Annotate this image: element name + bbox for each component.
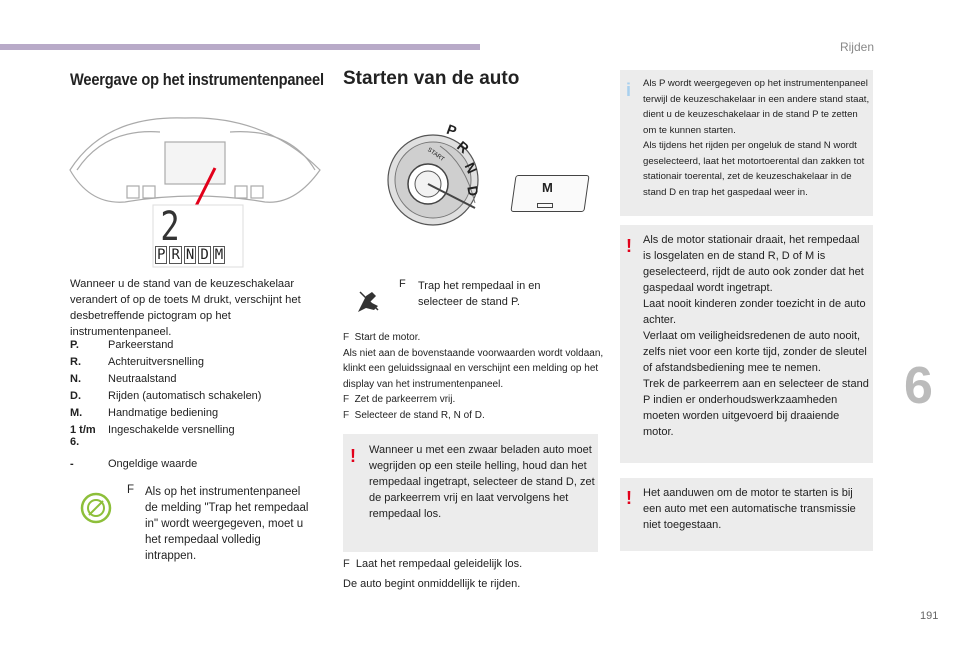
- legend-key: N.: [70, 373, 81, 385]
- legend-value: Ongeldige waarde: [108, 458, 198, 470]
- selector-letter-d: D: [464, 184, 482, 198]
- step-select-gear: F Selecteer de stand R, N of D.: [343, 409, 485, 421]
- legend-row: [70, 339, 300, 356]
- info-n-selected: Als tijdens het rijden per ongeluk de stand N wordt geselecteerd, laat het motortoerental dan zakken tot stationair toerental, zet de keuzeschakelaar in de stand D en trap het gaspedaal weer in.: [643, 140, 865, 198]
- section-title: Rijden: [839, 40, 874, 54]
- legend-value: Achteruitversnelling: [108, 356, 204, 368]
- legend-value: Handmatige bediening: [108, 407, 219, 419]
- warn-children: Laat nooit kinderen zonder toezicht in de auto achter.: [643, 298, 866, 326]
- step-start-engine: F Start de motor.: [343, 332, 421, 343]
- legend-row: [70, 390, 300, 407]
- brake-pedal-icon: [80, 492, 112, 524]
- warning-icon: !: [350, 446, 356, 466]
- legend-key: 1 t/m 6.: [70, 424, 96, 448]
- legend-key: P.: [70, 339, 79, 351]
- chapter-number: 6: [904, 357, 933, 415]
- warn-maintenance: Trek de parkeerrem aan en selecteer de stand P indien er onderhoudswerkzaamheden moeten worden uitgevoerd bij draaiende motor.: [643, 378, 869, 438]
- bullet-marker: F: [399, 278, 406, 290]
- start-label: START: [426, 147, 446, 163]
- info-icon: i: [626, 80, 632, 100]
- intro-text: Wanneer u de stand van de keuzeschakelaar verandert of op de toets M drukt, verschijnt het desbetreffende pictogram op het instrumentenpaneel.: [70, 278, 301, 338]
- m-button-indicator: [537, 203, 553, 208]
- gear-letter: N: [185, 247, 195, 263]
- slope-warning-text: Wanneer u met een zwaar beladen auto moet wegrijden op een steile helling, houd dan het rempedaal ingetrapt, selecteer de stand D, zet de parkeerrem vrij en laat vervolgens het rempedaal los.: [369, 444, 595, 520]
- legend-key: -: [70, 458, 74, 470]
- gear-letter: D: [200, 247, 209, 263]
- safety-warning-text: [643, 232, 869, 440]
- warn-idle-creep: Als de motor stationair draait, het rempedaal is losgelaten en de stand R, D of M is geselecteerd, rijdt de auto ook zonder dat het gaspedaal wordt ingetrapt.: [643, 234, 864, 294]
- brake-select-p-text: Trap het rempedaal in en selecteer de stand P.: [418, 280, 541, 308]
- legend-row: [70, 458, 300, 475]
- brake-message-text: Als op het instrumentenpaneel de melding "Trap het rempedaal in" wordt weergegeven, moet u het rempedaal volledig intrappen.: [145, 486, 309, 562]
- start-steps: [343, 330, 605, 423]
- legend-row: [70, 407, 300, 424]
- legend-value: Neutraalstand: [108, 373, 177, 385]
- gear-digit: 2: [160, 204, 180, 250]
- foot-on-pedal-icon: [352, 286, 384, 318]
- gear-letter: R: [171, 247, 180, 263]
- info-text: [643, 76, 871, 200]
- warn-key: Verlaat om veiligheidsredenen de auto nooit, zelfs niet voor een korte tijd, zonder de sleutel of afstandsbediening mee te nemen.: [643, 330, 867, 374]
- legend-key: D.: [70, 390, 81, 402]
- info-p-display: Als P wordt weergegeven op het instrumentenpaneel terwijl de keuzeschakelaar in een andere stand staat, dient u de keuzeschakelaar in de stand P te zetten om te kunnen starten.: [643, 78, 870, 136]
- instrument-panel-heading: Weergave op het instrumentenpaneel: [70, 70, 324, 89]
- gear-letter: M: [214, 247, 224, 263]
- legend-row: [70, 356, 300, 373]
- legend-value: Rijden (automatisch schakelen): [108, 390, 262, 402]
- warning-icon: !: [626, 236, 632, 256]
- legend-value: Parkeerstand: [108, 339, 174, 351]
- selector-letter-r: R: [454, 137, 473, 157]
- gear-selector-illustration: [385, 108, 505, 228]
- legend-row: [70, 373, 300, 390]
- legend-row: [70, 424, 300, 458]
- page-number: 191: [920, 610, 939, 622]
- car-starts-text: De auto begint onmiddellijk te rijden.: [343, 578, 521, 590]
- step-condition-note: Als niet aan de bovenstaande voorwaarden wordt voldaan, klinkt een geluidssignaal en verschijnt een melding op het display van het instrumentenpaneel.: [343, 347, 604, 390]
- section-bar: [0, 44, 480, 50]
- step-release-parkbrake: F Zet de parkeerrem vrij.: [343, 394, 456, 405]
- gear-letters: [155, 246, 225, 264]
- warning-icon: !: [626, 488, 632, 508]
- starting-heading: Starten van de auto: [343, 68, 520, 89]
- gear-letter: P: [157, 247, 166, 263]
- selector-letter-n: N: [461, 160, 481, 176]
- selector-letter-p: P: [444, 120, 459, 140]
- bullet-marker: F: [127, 484, 135, 496]
- push-start-warning-text: Het aanduwen om de motor te starten is bij een auto met een automatische transmissie niet toegestaan.: [643, 487, 856, 531]
- gear-legend: [70, 339, 300, 475]
- legend-key: M.: [70, 407, 83, 419]
- step-release-brake: F Laat het rempedaal geleidelijk los.: [343, 558, 523, 570]
- legend-value: Ingeschakelde versnelling: [108, 424, 235, 436]
- m-button-label: M: [542, 180, 553, 195]
- legend-key: R.: [70, 356, 81, 368]
